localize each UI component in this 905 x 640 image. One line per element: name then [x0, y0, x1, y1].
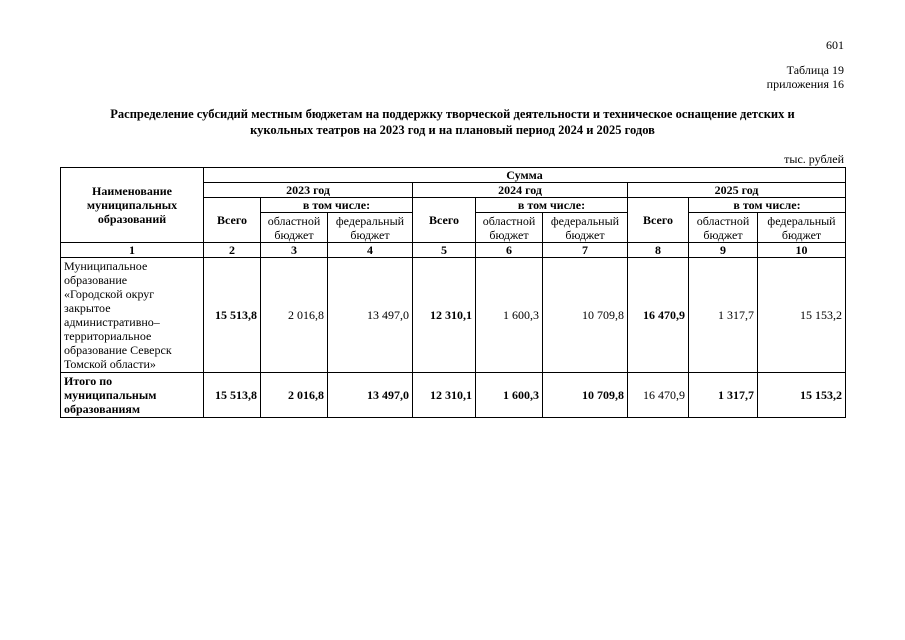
value-cell: 16 470,9 [628, 258, 689, 373]
value-cell: 1 600,3 [476, 373, 543, 418]
value-cell: 16 470,9 [628, 373, 689, 418]
value-cell: 15 513,8 [204, 258, 261, 373]
value-cell: 15 153,2 [758, 373, 846, 418]
value-cell: 15 153,2 [758, 258, 846, 373]
column-number: 1 [61, 243, 204, 258]
header-year-2023: 2023 год [204, 183, 413, 198]
total-row [61, 373, 846, 418]
column-number-row [61, 243, 846, 258]
header-federal-2025: федеральный бюджет [758, 213, 846, 243]
header-regional-2023: областной бюджет [261, 213, 328, 243]
value-cell: 13 497,0 [328, 373, 413, 418]
value-cell: 12 310,1 [413, 373, 476, 418]
table-caption-line: Таблица 19 [786, 63, 844, 77]
value-cell: 2 016,8 [261, 258, 328, 373]
header-federal-2024: федеральный бюджет [543, 213, 628, 243]
table-caption-line: приложения 16 [766, 77, 844, 91]
column-number: 4 [328, 243, 413, 258]
column-number: 2 [204, 243, 261, 258]
value-cell: 10 709,8 [543, 258, 628, 373]
value-cell: 1 600,3 [476, 258, 543, 373]
table-caption [767, 63, 844, 91]
value-cell: 1 317,7 [689, 258, 758, 373]
header-regional-2025: областной бюджет [689, 213, 758, 243]
header-incl-2023: в том числе: [261, 198, 413, 213]
header-sum: Сумма [204, 168, 846, 183]
header-incl-2025: в том числе: [689, 198, 846, 213]
column-number: 3 [261, 243, 328, 258]
total-label: Итого по муниципальным образованиям [61, 373, 204, 418]
subsidy-table [60, 167, 846, 418]
header-total-2024: Всего [413, 198, 476, 243]
table-row [61, 258, 846, 373]
column-number: 9 [689, 243, 758, 258]
column-number: 8 [628, 243, 689, 258]
column-number: 7 [543, 243, 628, 258]
municipality-name: Муниципальное образование «Городской округ закрытое административно– территориальное образование Северск Томской области» [61, 258, 204, 373]
document-title [60, 106, 845, 138]
page-number: 601 [826, 38, 844, 52]
value-cell: 1 317,7 [689, 373, 758, 418]
header-name-column: Наименование муниципальных образований [61, 168, 204, 243]
document-title-line: кукольных театров на 2023 год и на плановый период 2024 и 2025 годов [250, 123, 655, 137]
document-title-line: Распределение субсидий местным бюджетам на поддержку творческой деятельности и техническое оснащение детских и [110, 107, 795, 121]
column-number: 5 [413, 243, 476, 258]
value-cell: 12 310,1 [413, 258, 476, 373]
column-number: 10 [758, 243, 846, 258]
value-cell: 10 709,8 [543, 373, 628, 418]
header-year-2024: 2024 год [413, 183, 628, 198]
value-cell: 13 497,0 [328, 258, 413, 373]
header-regional-2024: областной бюджет [476, 213, 543, 243]
header-total-2023: Всего [204, 198, 261, 243]
header-federal-2023: федеральный бюджет [328, 213, 413, 243]
header-total-2025: Всего [628, 198, 689, 243]
header-incl-2024: в том числе: [476, 198, 628, 213]
value-cell: 15 513,8 [204, 373, 261, 418]
column-number: 6 [476, 243, 543, 258]
value-cell: 2 016,8 [261, 373, 328, 418]
header-year-2025: 2025 год [628, 183, 846, 198]
units-label: тыс. рублей [784, 152, 844, 166]
